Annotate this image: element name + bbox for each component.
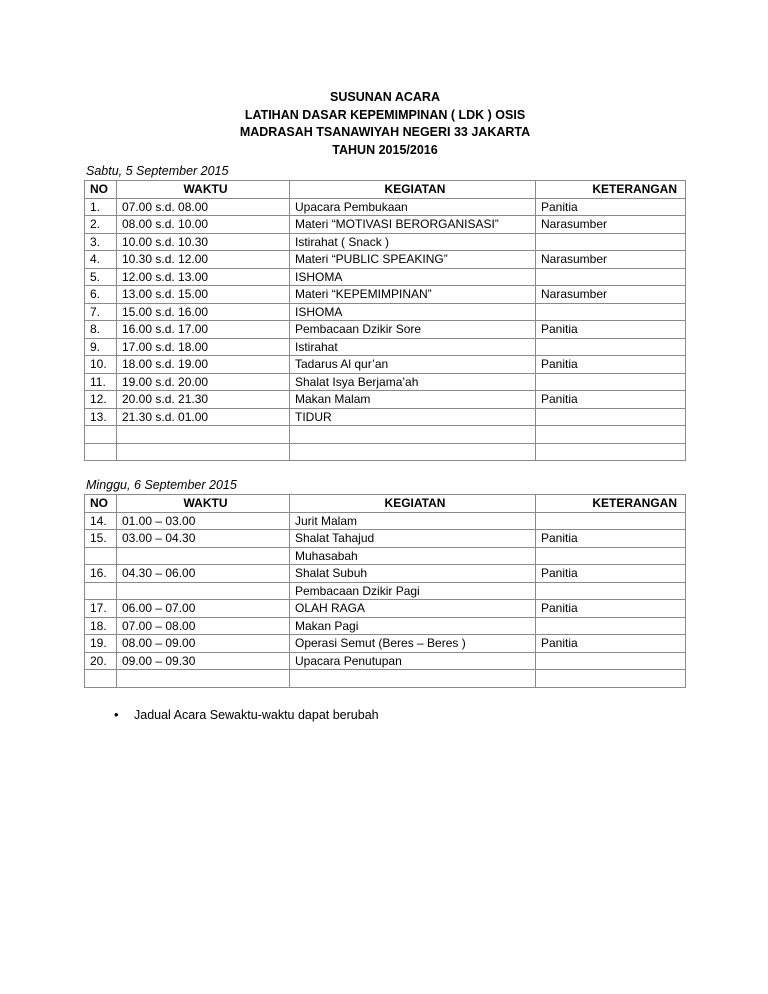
table-row	[85, 303, 686, 321]
cell-kegiatan: Jurit Malam	[290, 512, 536, 530]
cell-no: 13.	[85, 408, 117, 426]
cell-waktu: 09.00 – 09.30	[117, 652, 290, 670]
cell-keterangan: Panitia	[536, 530, 686, 548]
table-row	[85, 565, 686, 583]
cell-keterangan: Panitia	[536, 635, 686, 653]
cell-keterangan	[536, 373, 686, 391]
cell-waktu: 10.00 s.d. 10.30	[117, 233, 290, 251]
cell-no: 1.	[85, 198, 117, 216]
table-row	[85, 251, 686, 269]
cell-no: 9.	[85, 338, 117, 356]
cell-keterangan	[536, 582, 686, 600]
cell-no: 12.	[85, 391, 117, 409]
cell-waktu: 07.00 s.d. 08.00	[117, 198, 290, 216]
cell-kegiatan: Makan Pagi	[290, 617, 536, 635]
cell-no: 20.	[85, 652, 117, 670]
cell-waktu: 07.00 – 08.00	[117, 617, 290, 635]
cell-no: 6.	[85, 286, 117, 304]
table-row	[85, 635, 686, 653]
cell-kegiatan: Materi “MOTIVASI BERORGANISASI”	[290, 216, 536, 234]
cell-waktu	[117, 547, 290, 565]
table-row	[85, 216, 686, 234]
cell-keterangan	[536, 408, 686, 426]
cell-waktu: 08.00 – 09.00	[117, 635, 290, 653]
cell-keterangan: Narasumber	[536, 216, 686, 234]
table-header-row	[85, 181, 686, 199]
table-row	[85, 198, 686, 216]
table-row	[85, 391, 686, 409]
cell-keterangan: Panitia	[536, 356, 686, 374]
cell-kegiatan: Pembacaan Dzikir Pagi	[290, 582, 536, 600]
cell-no: 3.	[85, 233, 117, 251]
cell-waktu: 17.00 s.d. 18.00	[117, 338, 290, 356]
table-row	[85, 408, 686, 426]
cell-keterangan: Panitia	[536, 321, 686, 339]
cell-keterangan	[536, 443, 686, 461]
note-text: Jadual Acara Sewaktu-waktu dapat berubah	[134, 708, 379, 722]
table-row	[85, 547, 686, 565]
cell-kegiatan: ISHOMA	[290, 268, 536, 286]
table-row	[85, 512, 686, 530]
day1-schedule-table	[84, 180, 686, 461]
cell-no: 2.	[85, 216, 117, 234]
cell-waktu: 12.00 s.d. 13.00	[117, 268, 290, 286]
header-keterangan: KETERANGAN	[536, 181, 686, 199]
table-row	[85, 321, 686, 339]
cell-no	[85, 582, 117, 600]
cell-keterangan	[536, 652, 686, 670]
cell-kegiatan: Muhasabah	[290, 547, 536, 565]
table-row	[85, 426, 686, 444]
table-row	[85, 233, 686, 251]
schedule-note	[114, 706, 379, 724]
cell-keterangan	[536, 233, 686, 251]
cell-no: 11.	[85, 373, 117, 391]
header-kegiatan: KEGIATAN	[290, 181, 536, 199]
table-row	[85, 373, 686, 391]
header-waktu: WAKTU	[117, 495, 290, 513]
cell-waktu	[117, 670, 290, 688]
cell-no: 15.	[85, 530, 117, 548]
cell-waktu: 13.00 s.d. 15.00	[117, 286, 290, 304]
day2-label: Minggu, 6 September 2015	[86, 478, 237, 492]
day2-rows	[85, 512, 686, 687]
table-header-row	[85, 495, 686, 513]
cell-waktu: 16.00 s.d. 17.00	[117, 321, 290, 339]
cell-keterangan: Panitia	[536, 565, 686, 583]
title-line-1: SUSUNAN ACARA	[330, 90, 440, 104]
header-keterangan: KETERANGAN	[536, 495, 686, 513]
cell-no: 5.	[85, 268, 117, 286]
cell-kegiatan: Shalat Tahajud	[290, 530, 536, 548]
cell-kegiatan: Istirahat ( Snack )	[290, 233, 536, 251]
cell-waktu: 15.00 s.d. 16.00	[117, 303, 290, 321]
table-row	[85, 582, 686, 600]
cell-kegiatan: Istirahat	[290, 338, 536, 356]
cell-keterangan	[536, 670, 686, 688]
cell-keterangan	[536, 338, 686, 356]
cell-keterangan: Panitia	[536, 600, 686, 618]
cell-keterangan	[536, 512, 686, 530]
cell-keterangan	[536, 547, 686, 565]
bullet-icon: •	[114, 707, 119, 722]
cell-no: 7.	[85, 303, 117, 321]
cell-no	[85, 443, 117, 461]
table-row	[85, 286, 686, 304]
title-line-3: MADRASAH TSANAWIYAH NEGERI 33 JAKARTA	[239, 125, 531, 139]
cell-kegiatan: Materi “KEPEMIMPINAN”	[290, 286, 536, 304]
cell-keterangan	[536, 617, 686, 635]
cell-no	[85, 670, 117, 688]
header-no: NO	[85, 181, 117, 199]
title-line-4: TAHUN 2015/2016	[332, 142, 438, 157]
cell-kegiatan: ISHOMA	[290, 303, 536, 321]
cell-no	[85, 426, 117, 444]
cell-waktu	[117, 426, 290, 444]
header-no: NO	[85, 495, 117, 513]
cell-waktu	[117, 443, 290, 461]
cell-keterangan: Narasumber	[536, 251, 686, 269]
cell-no: 14.	[85, 512, 117, 530]
cell-kegiatan	[290, 426, 536, 444]
cell-waktu: 21.30 s.d. 01.00	[117, 408, 290, 426]
cell-no: 4.	[85, 251, 117, 269]
title-line-2: LATIHAN DASAR KEPEMIMPINAN ( LDK ) OSIS	[244, 107, 526, 122]
cell-no: 8.	[85, 321, 117, 339]
cell-kegiatan	[290, 443, 536, 461]
cell-waktu: 04.30 – 06.00	[117, 565, 290, 583]
day2-schedule-table	[84, 494, 686, 688]
cell-waktu: 10.30 s.d. 12.00	[117, 251, 290, 269]
cell-keterangan	[536, 303, 686, 321]
cell-kegiatan: Materi “PUBLIC SPEAKING”	[290, 251, 536, 269]
document-title	[0, 89, 768, 159]
cell-keterangan: Panitia	[536, 198, 686, 216]
cell-kegiatan: OLAH RAGA	[290, 600, 536, 618]
cell-waktu: 01.00 – 03.00	[117, 512, 290, 530]
cell-waktu: 08.00 s.d. 10.00	[117, 216, 290, 234]
table-row	[85, 530, 686, 548]
cell-kegiatan: Tadarus Al qur’an	[290, 356, 536, 374]
header-kegiatan: KEGIATAN	[290, 495, 536, 513]
cell-kegiatan: TIDUR	[290, 408, 536, 426]
cell-kegiatan: Shalat Subuh	[290, 565, 536, 583]
day1-label: Sabtu, 5 September 2015	[86, 164, 229, 178]
table-row	[85, 652, 686, 670]
cell-no: 19.	[85, 635, 117, 653]
cell-keterangan	[536, 426, 686, 444]
header-waktu: WAKTU	[117, 181, 290, 199]
cell-kegiatan: Shalat Isya Berjama’ah	[290, 373, 536, 391]
cell-kegiatan: Upacara Penutupan	[290, 652, 536, 670]
cell-no: 18.	[85, 617, 117, 635]
table-row	[85, 338, 686, 356]
cell-kegiatan	[290, 670, 536, 688]
cell-kegiatan: Pembacaan Dzikir Sore	[290, 321, 536, 339]
cell-waktu: 18.00 s.d. 19.00	[117, 356, 290, 374]
cell-kegiatan: Upacara Pembukaan	[290, 198, 536, 216]
cell-no	[85, 547, 117, 565]
cell-kegiatan: Operasi Semut (Beres – Beres )	[290, 635, 536, 653]
table-row	[85, 268, 686, 286]
cell-no: 17.	[85, 600, 117, 618]
cell-waktu: 19.00 s.d. 20.00	[117, 373, 290, 391]
cell-waktu	[117, 582, 290, 600]
cell-no: 10.	[85, 356, 117, 374]
table-row	[85, 670, 686, 688]
cell-waktu: 03.00 – 04.30	[117, 530, 290, 548]
cell-kegiatan: Makan Malam	[290, 391, 536, 409]
cell-keterangan	[536, 268, 686, 286]
table-row	[85, 356, 686, 374]
table-row	[85, 443, 686, 461]
day1-rows	[85, 198, 686, 461]
cell-waktu: 20.00 s.d. 21.30	[117, 391, 290, 409]
cell-keterangan: Narasumber	[536, 286, 686, 304]
cell-keterangan: Panitia	[536, 391, 686, 409]
table-row	[85, 600, 686, 618]
table-row	[85, 617, 686, 635]
cell-no: 16.	[85, 565, 117, 583]
cell-waktu: 06.00 – 07.00	[117, 600, 290, 618]
